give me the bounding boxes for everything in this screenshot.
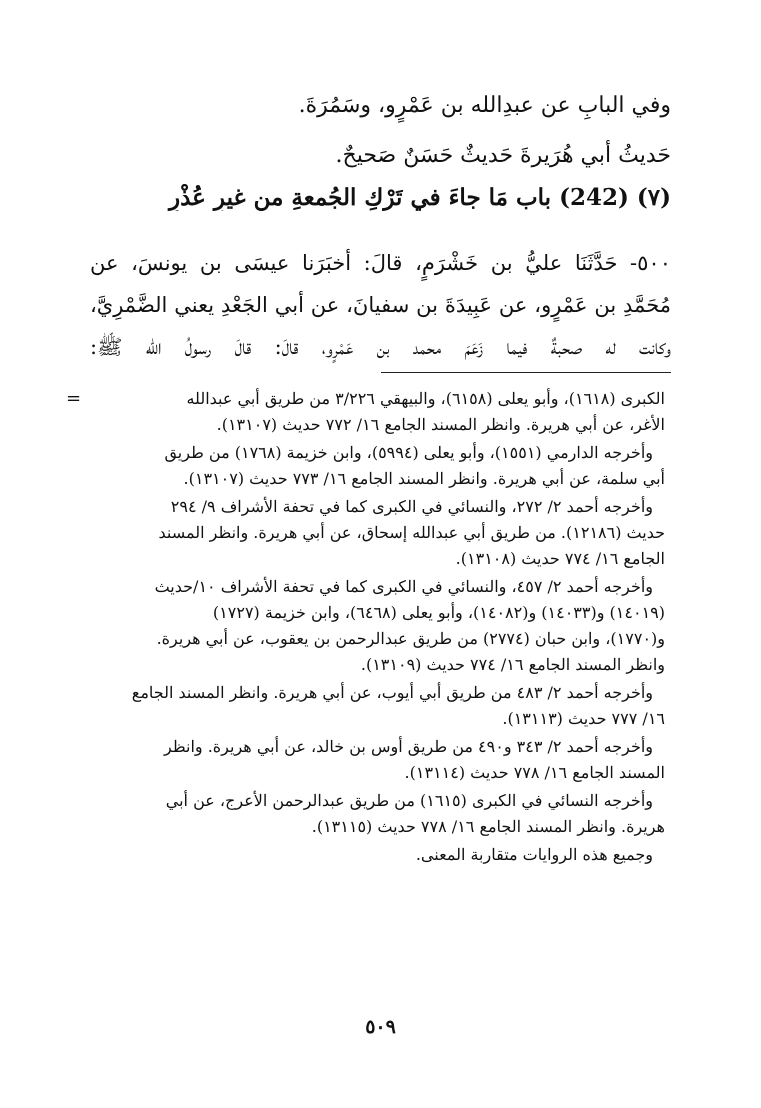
footnotes <box>96 386 665 870</box>
footnote-paragraph <box>96 440 665 492</box>
footnote-paragraph <box>96 842 665 868</box>
hadith-line: مُحَمَّدِ بن عَمْرٍو، عن عَبِيدَةَ بن سفيانَ، عن أبي الجَعْدِ يعني الضَّمْرِيَّ، <box>90 293 671 317</box>
text-line-hadith-grading: حَديثُ أبي هُرَيرةَ حَديثٌ حَسَنٌ صَحيحٌ. <box>335 143 671 168</box>
footnote-line: الكبرى (١٦١٨)، وأبو يعلى (٦١٥٨)، والبيهقي ٣/٢٢٦ من طريق أبي عبدالله <box>186 389 665 408</box>
footnote-line: وانظر المسند الجامع ١٦/ ٧٧٤ حديث (١٣١٠٩). <box>360 655 665 674</box>
footnote-line: حديث (١٢١٨٦). من طريق أبي عبدالله إسحاق، عن أبي هريرة. وانظر المسند <box>158 523 665 542</box>
footnote-paragraph <box>96 494 665 572</box>
footnote-line: الأغر، عن أبي هريرة. وانظر المسند الجامع ١٦/ ٧٧٢ حديث (١٣١٠٧). <box>216 415 665 434</box>
footnote-line: وأخرجه أحمد ٢/ ٢٧٢، والنسائي في الكبرى كما في تحفة الأشراف ٩/ ٢٩٤ <box>170 497 653 516</box>
footnote-line: (١٤٠١٩) و(١٤٠٣٣) و(١٤٠٨٢)، وأبو يعلى (٦٤٦٨)، وابن خزيمة (١٧٢٧) <box>212 603 665 622</box>
footnote-separator <box>381 372 671 373</box>
footnote-line: وجميع هذه الروايات متقاربة المعنى. <box>415 845 653 864</box>
hadith-text <box>90 242 671 368</box>
footnote-paragraph <box>96 574 665 678</box>
footnote-line: المسند الجامع ١٦/ ٧٧٨ حديث (١٣١١٤). <box>404 763 665 782</box>
hadith-line: وكانت له صحبةٌ فيما زَعَمَ محمد بن عَمْرٍو، قالَ: قالَ رسولُ الله ﷺ: <box>90 335 671 359</box>
footnote-line: وأخرجه أحمد ٢/ ٣٤٣ و٤٩٠ من طريق أوس بن خالد، عن أبي هريرة. وانظر <box>164 737 653 756</box>
footnote-line: أبي سلمة، عن أبي هريرة. وانظر المسند الجامع ١٦/ ٧٧٣ حديث (١٣١٠٧). <box>183 469 665 488</box>
footnote-continuation-marker: = <box>66 388 82 409</box>
footnote-paragraph <box>96 386 665 438</box>
footnote-line: وأخرجه الدارمي (١٥٥١)، وأبو يعلى (٥٩٩٤)، وابن خزيمة (١٧٦٨) من طريق <box>164 443 653 462</box>
footnote-line: هريرة. وانظر المسند الجامع ١٦/ ٧٧٨ حديث (١٣١١٥). <box>311 817 665 836</box>
page-number: ٥٠٩ <box>365 1016 396 1038</box>
text-line-bab-reference: وفي البابِ عن عبدِالله بن عَمْرٍو، وسَمُرَةَ. <box>298 93 671 118</box>
hadith-line: ٥٠٠- حَدَّثَنَا عليُّ بن خَشْرَمٍ، قالَ: أخبَرَنا عيسَى بن يونسَ، عن <box>90 251 671 275</box>
footnote-line: وأخرجه النسائي في الكبرى (١٦١٥) من طريق عبدالرحمن الأعرج، عن أبي <box>165 791 653 810</box>
footnote-paragraph <box>96 680 665 732</box>
footnote-line: و(١٧٧٠)، وابن حبان (٢٧٧٤) من طريق عبدالرحمن بن يعقوب، عن أبي هريرة. <box>156 629 665 648</box>
footnote-line: الجامع ١٦/ ٧٧٤ حديث (١٣١٠٨). <box>455 549 665 568</box>
footnote-line: وأخرجه أحمد ٢/ ٤٨٣ من طريق أبي أيوب، عن أبي هريرة. وانظر المسند الجامع <box>131 683 653 702</box>
footnote-paragraph <box>96 734 665 786</box>
chapter-heading: (٧) (242) باب مَا جاءَ في تَرْكِ الجُمعةِ من غيرِ عُذْرٍ <box>169 184 671 211</box>
footnote-line: وأخرجه أحمد ٢/ ٤٥٧، والنسائي في الكبرى كما في تحفة الأشراف ١٠/حديث <box>154 577 653 596</box>
footnote-line: ١٦/ ٧٧٧ حديث (١٣١١٣). <box>502 709 665 728</box>
footnote-paragraph <box>96 788 665 840</box>
